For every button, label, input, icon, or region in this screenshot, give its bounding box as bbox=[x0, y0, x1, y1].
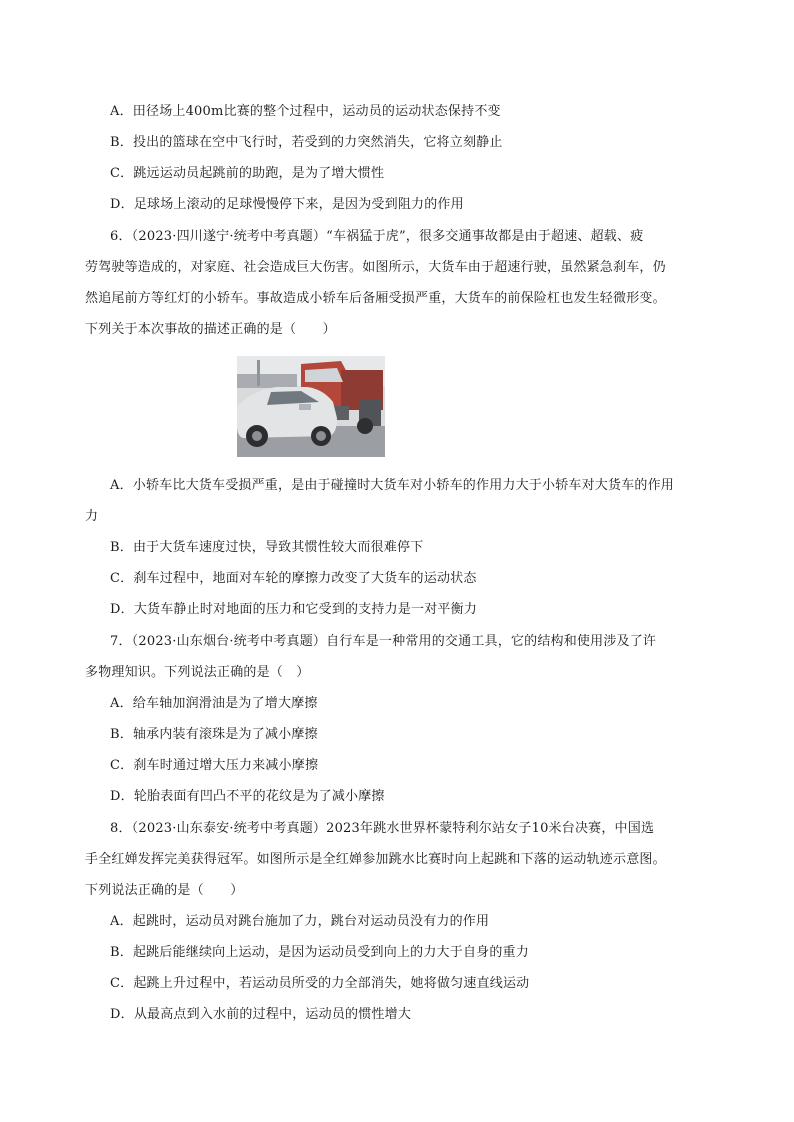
q8-option-a: A．起跳时，运动员对跳台施加了力，跳台对运动员没有力的作用 bbox=[110, 914, 490, 929]
q7-option-c: C．刹车时通过增大压力来减小摩擦 bbox=[110, 758, 319, 773]
q7-stem-line-2: 多物理知识。下列说法正确的是（ ） bbox=[85, 665, 310, 680]
q7-option-d: D．轮胎表面有凹凸不平的花纹是为了减小摩擦 bbox=[110, 789, 385, 804]
q8-stem-line-3: 下列说法正确的是（ ） bbox=[85, 883, 244, 898]
q6-option-c: C．刹车过程中，地面对车轮的摩擦力改变了大货车的运动状态 bbox=[110, 571, 477, 586]
q7-option-b: B．轴承内装有滚珠是为了减小摩擦 bbox=[110, 727, 318, 742]
q5-option-a: A．田径场上400m比赛的整个过程中，运动员的运动状态保持不变 bbox=[110, 104, 501, 119]
q6-option-a: A．小轿车比大货车受损严重，是由于碰撞时大货车对小轿车的作用力大于小轿车对大货车的作用 bbox=[110, 478, 674, 493]
q6-option-a-cont: 力 bbox=[85, 509, 99, 524]
q6-option-b: B．由于大货车速度过快，导致其惯性较大而很难停下 bbox=[110, 540, 424, 555]
q6-stem-line-3: 然追尾前方等红灯的小轿车。事故造成小轿车后备厢受损严重，大货车的前保险杠也发生轻微形变。 bbox=[85, 291, 666, 306]
accident-photo-illustration bbox=[237, 356, 385, 457]
q7-stem-line-1: 7．（2023·山东烟台·统考中考真题）自行车是一种常用的交通工具，它的结构和使用涉及了许 bbox=[110, 634, 657, 649]
q8-stem-line-2: 手全红婵发挥完美获得冠军。如图所示是全红婵参加跳水比赛时向上起跳和下落的运动轨迹示意图。 bbox=[85, 852, 666, 867]
q8-option-c: C．起跳上升过程中，若运动员所受的力全部消失，她将做匀速直线运动 bbox=[110, 976, 530, 991]
q7-option-a: A．给车轴加润滑油是为了增大摩擦 bbox=[110, 696, 318, 711]
q6-option-d: D．大货车静止时对地面的压力和它受到的支持力是一对平衡力 bbox=[110, 602, 478, 617]
q8-option-d: D．从最高点到入水前的过程中，运动员的惯性增大 bbox=[110, 1007, 412, 1022]
q5-option-d: D．足球场上滚动的足球慢慢停下来，是因为受到阻力的作用 bbox=[110, 197, 464, 212]
q8-stem-line-1: 8．（2023·山东泰安·统考中考真题）2023年跳水世界杯蒙特利尔站女子10米台决赛，中国选 bbox=[110, 821, 655, 836]
q6-stem-line-2: 劳驾驶等造成的，对家庭、社会造成巨大伤害。如图所示，大货车由于超速行驶，虽然紧急刹车，仍 bbox=[85, 260, 666, 275]
q8-option-b: B．起跳后能继续向上运动，是因为运动员受到向上的力大于自身的重力 bbox=[110, 945, 529, 960]
q6-stem-line-1: 6．（2023·四川遂宁·统考中考真题）“车祸猛于虎”，很多交通事故都是由于超速、超载、疲 bbox=[110, 229, 644, 244]
accident-photo bbox=[237, 356, 385, 457]
q5-option-c: C．跳远运动员起跳前的助跑，是为了增大惯性 bbox=[110, 166, 385, 181]
q6-stem-line-4: 下列关于本次事故的描述正确的是（ ） bbox=[85, 322, 336, 337]
q5-option-b: B．投出的篮球在空中飞行时，若受到的力突然消失，它将立刻静止 bbox=[110, 135, 503, 150]
